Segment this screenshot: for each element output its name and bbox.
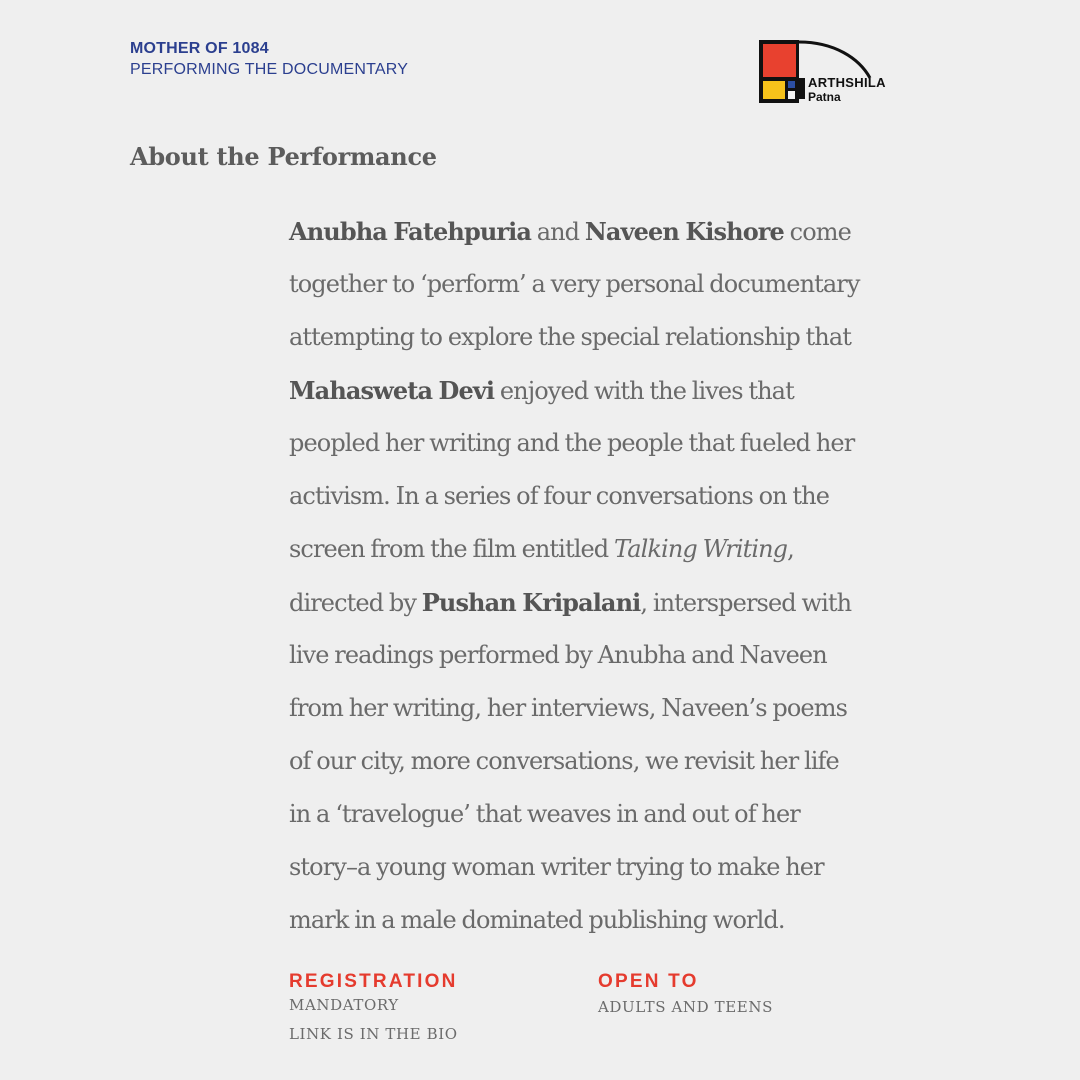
open-to-audience: ADULTS AND TEENS	[598, 998, 773, 1016]
body-text-span: come	[783, 218, 851, 246]
body-line: live readings performed by Anubha and Naveen	[289, 641, 827, 669]
author-name: Mahasweta Devi	[289, 376, 495, 405]
open-to-info	[598, 970, 773, 1020]
body-line: activism. In a series of four conversations on the	[289, 482, 830, 510]
body-text-span: directed by	[289, 589, 422, 617]
body-text-span: ,	[787, 535, 794, 563]
logo-text	[808, 76, 886, 104]
registration-link-note: LINK IS IN THE BIO	[289, 1025, 458, 1043]
body-line: together to ‘perform’ a very personal documentary	[289, 270, 860, 298]
arthshila-logo	[759, 40, 899, 106]
body-text-span: and	[530, 218, 585, 246]
body-line	[289, 364, 929, 417]
header	[130, 39, 408, 81]
body-line	[289, 523, 929, 576]
open-to-label: OPEN TO	[598, 971, 699, 992]
performer-name: Anubha Fatehpuria	[289, 217, 531, 246]
body-line: in a ‘travelogue’ that weaves in and out of her	[289, 800, 800, 828]
logo-name: ARTHSHILA	[808, 75, 886, 90]
body-line: peopled her writing and the people that fueled her	[289, 429, 855, 457]
body-text-span: screen from the film entitled	[289, 535, 614, 563]
registration-info	[289, 970, 458, 1052]
body-line: attempting to explore the special relationship that	[289, 323, 851, 351]
body-line: of our city, more conversations, we revisit her life	[289, 747, 839, 775]
body-line	[289, 205, 929, 258]
registration-label: REGISTRATION	[289, 971, 458, 992]
event-title: MOTHER OF 1084	[130, 40, 269, 57]
body-text-span: enjoyed with the lives that	[494, 377, 794, 405]
section-title: About the Performance	[130, 142, 437, 171]
logo-city: Patna	[808, 90, 841, 104]
body-line: story–a young woman writer trying to make her	[289, 853, 824, 881]
body-line: from her writing, her interviews, Naveen’s poems	[289, 694, 848, 722]
performer-name: Naveen Kishore	[584, 217, 784, 246]
body-line: mark in a male dominated publishing world.	[289, 906, 785, 934]
body-text-span: , interspersed with	[640, 589, 852, 617]
registration-mandatory: MANDATORY	[289, 996, 399, 1014]
director-name: Pushan Kripalani	[421, 588, 641, 617]
film-title: Talking Writing	[613, 535, 788, 563]
performance-description	[289, 205, 929, 947]
event-subtitle: PERFORMING THE DOCUMENTARY	[130, 61, 409, 78]
body-line	[289, 576, 929, 629]
